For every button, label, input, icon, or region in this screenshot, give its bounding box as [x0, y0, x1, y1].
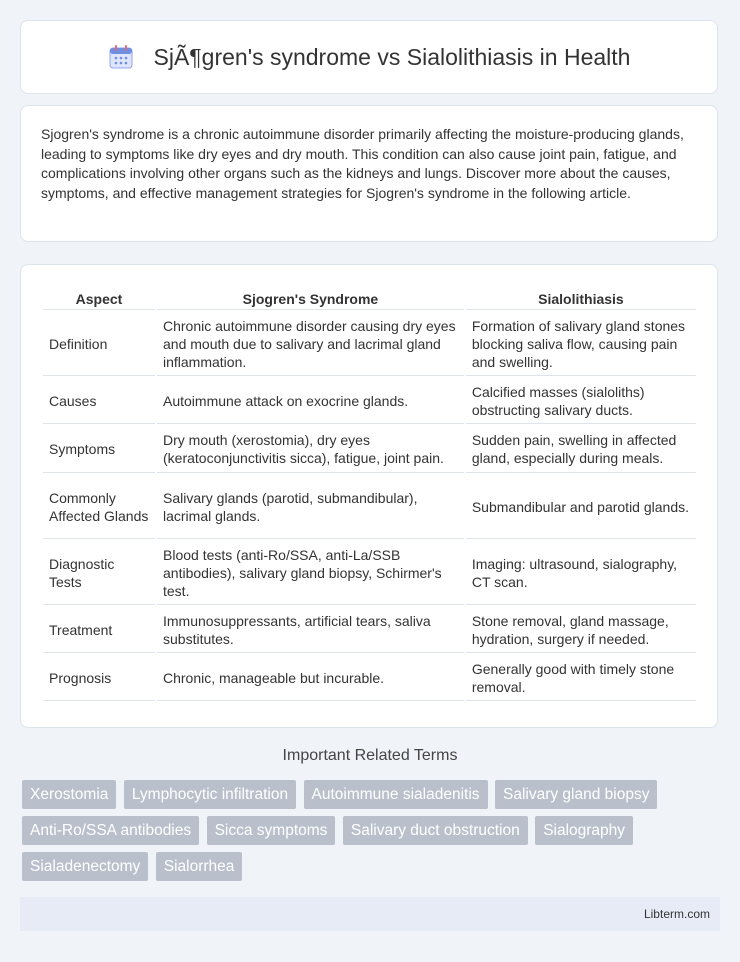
table-row — [43, 541, 696, 605]
row-sialolithiasis: Submandibular and parotid glands. — [466, 475, 696, 539]
row-aspect: Symptoms — [43, 426, 155, 473]
related-term-tag[interactable]: Salivary duct obstruction — [343, 816, 528, 845]
row-sialolithiasis: Calcified masses (sialoliths) obstructing salivary ducts. — [466, 378, 696, 424]
related-term-tag[interactable]: Sialography — [535, 816, 633, 845]
row-sjogren: Blood tests (anti-Ro/SSA, anti-La/SSB antibodies), salivary gland biopsy, Schirmer's test. — [157, 541, 464, 605]
footer — [20, 897, 720, 931]
related-term-tag[interactable]: Sialorrhea — [156, 852, 243, 881]
header-sialolithiasis: Sialolithiasis — [466, 287, 696, 310]
row-sjogren: Immunosuppressants, artificial tears, saliva substitutes. — [157, 607, 464, 653]
row-sialolithiasis: Sudden pain, swelling in affected gland, especially during meals. — [466, 426, 696, 473]
related-term-tag[interactable]: Sialadenectomy — [22, 852, 148, 881]
header-card — [20, 20, 718, 94]
row-aspect: Prognosis — [43, 655, 155, 701]
table-header-row — [43, 287, 696, 310]
table-row — [43, 655, 696, 701]
related-terms-list — [22, 780, 722, 888]
table-row — [43, 426, 696, 473]
table-row — [43, 312, 696, 376]
intro-card — [20, 105, 718, 242]
comparison-card — [20, 264, 718, 728]
calendar-icon — [108, 44, 134, 70]
page-title: SjÃ¶gren's syndrome vs Sialolithiasis in Health — [153, 43, 631, 70]
row-sjogren: Salivary glands (parotid, submandibular), lacrimal glands. — [157, 475, 464, 539]
table-row — [43, 475, 696, 539]
header-aspect: Aspect — [43, 287, 155, 310]
row-sialolithiasis: Imaging: ultrasound, sialography, CT scan. — [466, 541, 696, 605]
row-sialolithiasis: Generally good with timely stone removal. — [466, 655, 696, 701]
comparison-table — [41, 285, 698, 703]
related-term-tag[interactable]: Xerostomia — [22, 780, 116, 809]
row-sjogren: Dry mouth (xerostomia), dry eyes (keratoconjunctivitis sicca), fatigue, joint pain. — [157, 426, 464, 473]
table-row — [43, 378, 696, 424]
row-aspect: Diagnostic Tests — [43, 541, 155, 605]
related-terms-title: Important Related Terms — [282, 747, 458, 764]
related-term-tag[interactable]: Autoimmune sialadenitis — [304, 780, 488, 809]
row-sjogren: Autoimmune attack on exocrine glands. — [157, 378, 464, 424]
footer-brand-link[interactable]: Libterm.com — [643, 907, 710, 921]
related-term-tag[interactable]: Salivary gland biopsy — [495, 780, 657, 809]
row-sjogren: Chronic, manageable but incurable. — [157, 655, 464, 701]
header-sjogren: Sjogren's Syndrome — [157, 287, 464, 310]
row-aspect: Commonly Affected Glands — [43, 475, 155, 539]
related-term-tag[interactable]: Sicca symptoms — [207, 816, 336, 845]
table-row — [43, 607, 696, 653]
intro-text: Sjogren's syndrome is a chronic autoimmune disorder primarily affecting the moisture-producing glands, leading to symptoms like dry eyes and dry mouth. This condition can also cause joint pain, fatigue, and complications involving other organs such as the kidneys and lungs. Discover more about the causes, symptoms, and effective management strategies for Sjogren's syndrome in the following article. — [41, 126, 684, 201]
related-term-tag[interactable]: Lymphocytic infiltration — [124, 780, 296, 809]
row-aspect: Treatment — [43, 607, 155, 653]
related-term-tag[interactable]: Anti-Ro/SSA antibodies — [22, 816, 199, 845]
row-sialolithiasis: Stone removal, gland massage, hydration, surgery if needed. — [466, 607, 696, 653]
row-aspect: Definition — [43, 312, 155, 376]
row-sialolithiasis: Formation of salivary gland stones blocking saliva flow, causing pain and swelling. — [466, 312, 696, 376]
row-aspect: Causes — [43, 378, 155, 424]
row-sjogren: Chronic autoimmune disorder causing dry eyes and mouth due to salivary and lacrimal gland inflammation. — [157, 312, 464, 376]
